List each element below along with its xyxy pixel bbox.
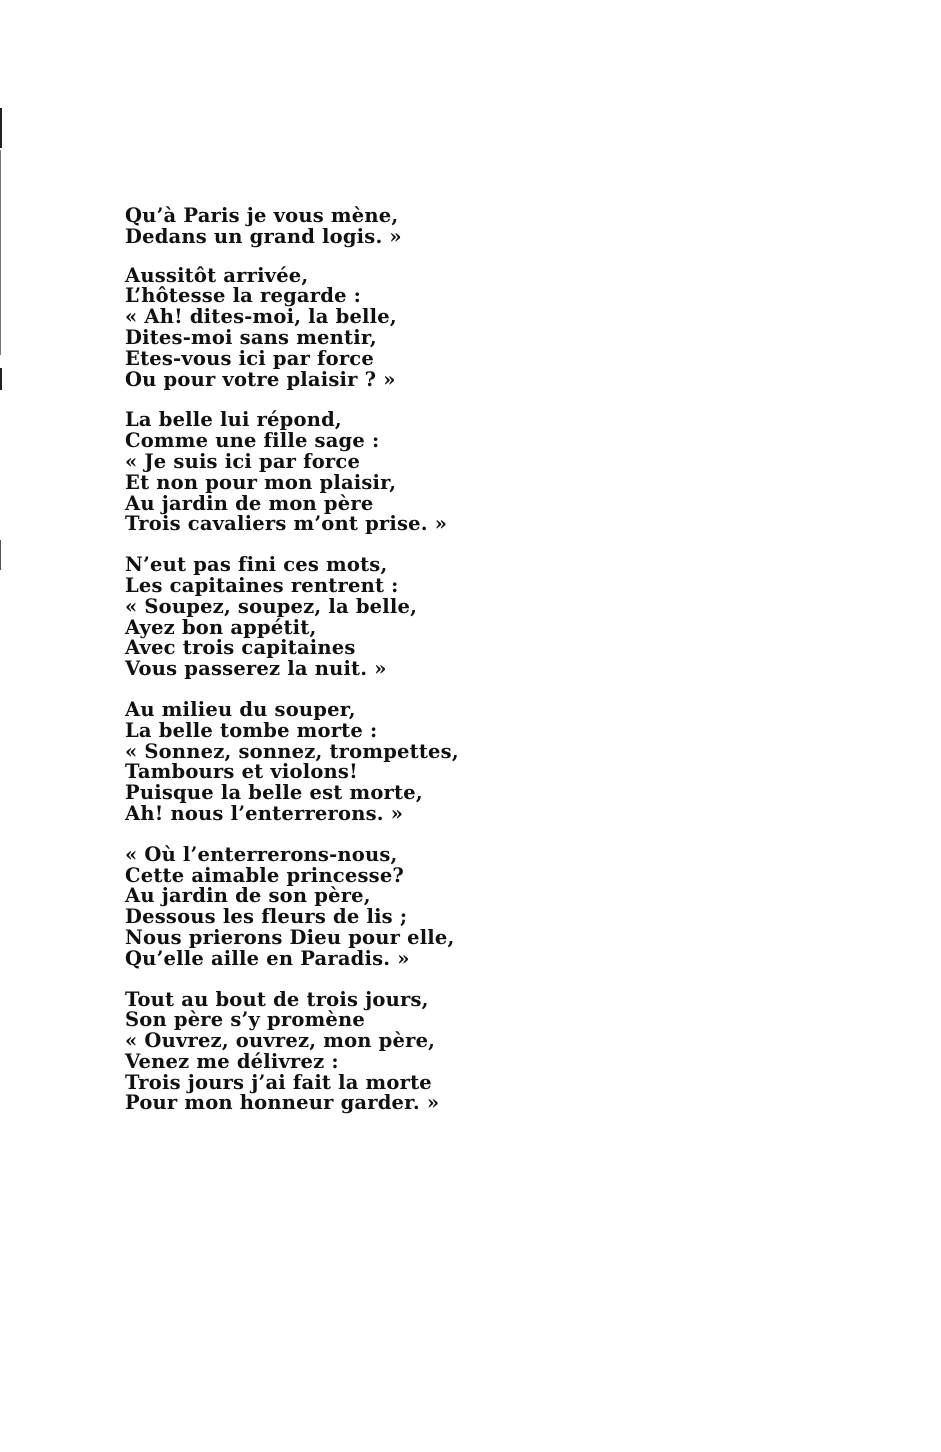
verse-line: Qu’à Paris je vous mène, [125,204,399,227]
stanza [125,842,685,970]
verse-line: Puisque la belle est morte, [125,781,423,805]
verse-line: Trois cavaliers m’ont prise. » [125,512,448,536]
poem-text [125,206,685,1134]
verse-line: La belle lui répond, [125,408,342,432]
verse-line: Dessous les fleurs de lis ; [125,905,408,929]
verse-line: Venez me délivrez : [125,1049,339,1073]
verse-line: L’hôtesse la regarde : [125,284,362,308]
verse-line: « Ouvrez, ouvrez, mon père, [125,1029,436,1053]
stanza [125,206,685,248]
verse-line: Trois jours j’ai fait la morte [125,1070,432,1094]
verse-line: « Où l’enterrerons-nous, [125,842,398,866]
verse-line: Qu’elle aille en Paradis. » [125,946,410,970]
verse-line: Ou pour votre plaisir ? » [125,367,396,391]
verse-line: Ayez bon appétit, [125,615,317,639]
verse-line: Au milieu du souper, [125,697,356,721]
verse-line: Avec trois capitaines [125,636,356,660]
verse-line: Cette aimable princesse? [125,863,405,887]
page-edge-mark [0,150,1,355]
verse-line: Les capitaines rentrent : [125,573,399,597]
verse-line: Au jardin de son père, [125,884,371,908]
verse-line: N’eut pas fini ces mots, [125,553,388,577]
verse-line: Au jardin de mon père [125,491,374,515]
verse-line: Comme une fille sage : [125,429,380,453]
verse-line: Son père s’y promène [125,1008,365,1032]
page-edge-mark [0,368,2,390]
verse-line: Etes-vous ici par force [125,346,374,370]
verse-line: La belle tombe morte : [125,718,378,742]
verse-line: Et non pour mon plaisir, [125,470,397,494]
verse-line: « Soupez, soupez, la belle, [125,594,418,618]
page-edge-mark [0,108,2,148]
verse-line: Nous prierons Dieu pour elle, [125,925,455,949]
stanza [125,555,685,680]
verse-line: « Ah! dites-moi, la belle, [125,305,397,329]
page-edge-mark [0,540,1,570]
verse-line: Tout au bout de trois jours, [125,987,429,1011]
verse-line: Aussitôt arrivée, [125,263,309,287]
verse-line: Ah! nous l’enterrerons. » [125,801,404,825]
verse-line: Vous passerez la nuit. » [125,657,387,681]
verse-line: « Je suis ici par force [125,449,361,473]
verse-line: Pour mon honneur garder. » [125,1091,440,1115]
verse-line: Tambours et violons! [125,760,358,784]
stanza [125,987,685,1115]
verse-line: Dites-moi sans mentir, [125,325,377,349]
verse-line: Dedans un grand logis. » [125,224,402,248]
stanza [125,263,685,391]
stanza [125,410,685,535]
verse-line: « Sonnez, sonnez, trompettes, [125,739,459,763]
stanza [125,697,685,825]
